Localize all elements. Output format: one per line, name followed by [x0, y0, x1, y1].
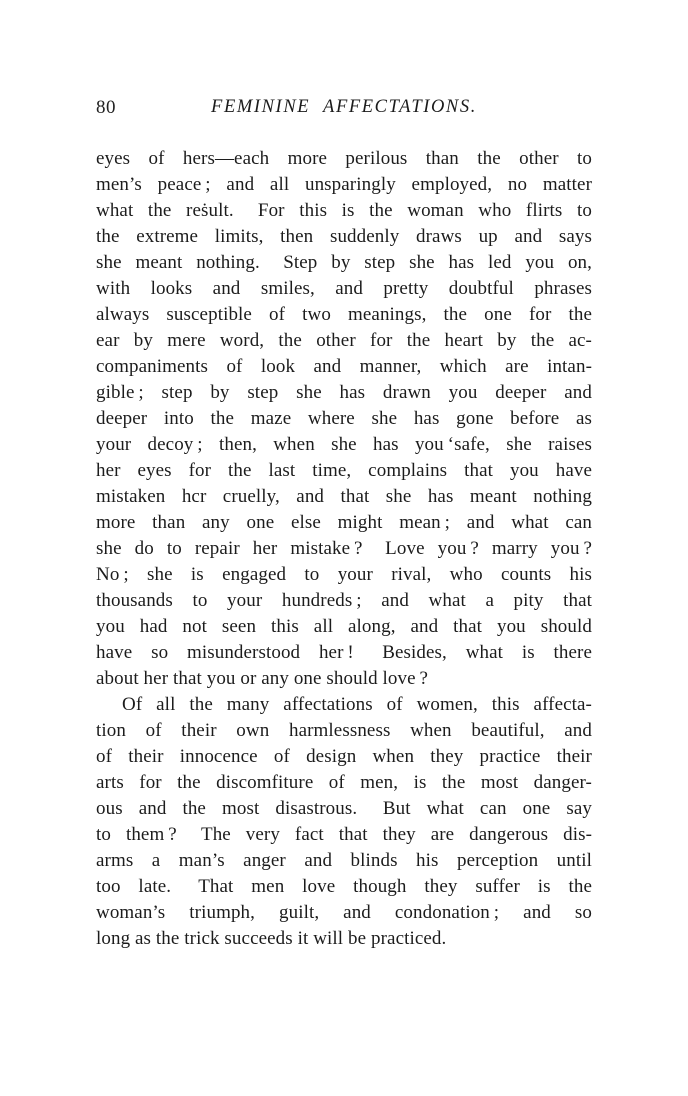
- text-line: the extreme limits, then suddenly draws up and says: [96, 226, 592, 247]
- text-line: have so misunderstood her ! Besides, what is there: [96, 642, 592, 663]
- text-line: mistaken hcr cruelly, and that she has meant nothing: [96, 486, 592, 507]
- text-line: Of all the many affectations of women, this affecta-: [122, 694, 592, 715]
- text-line: your decoy ; then, when she has you ‘safe, she raises: [96, 434, 592, 455]
- text-line: tion of their own harmlessness when beautiful, and: [96, 720, 592, 741]
- text-line: always susceptible of two meanings, the one for the: [96, 304, 592, 325]
- text-line: eyes of hers—each more perilous than the other to: [96, 148, 592, 169]
- text-line: men’s peace ; and all unsparingly employed, no matter: [96, 174, 592, 195]
- text-line: with looks and smiles, and pretty doubtful phrases: [96, 278, 592, 299]
- paragraph: [96, 146, 592, 692]
- page-number: 80: [96, 97, 116, 118]
- text-line: too late. That men love though they suffer is the: [96, 876, 592, 897]
- text-line: arts for the discomfiture of men, is the most danger-: [96, 772, 592, 793]
- text-line: companiments of look and manner, which are intan-: [96, 356, 592, 377]
- text-line: more than any one else might mean ; and what can: [96, 512, 592, 533]
- text-line: of their innocence of design when they practice their: [96, 746, 592, 767]
- text-line: ear by mere word, the other for the heart by the ac-: [96, 330, 592, 351]
- running-head: [96, 97, 592, 119]
- text-line: deeper into the maze where she has gone before as: [96, 408, 592, 429]
- text-line: she do to repair her mistake ? Love you ? marry you ?: [96, 538, 592, 559]
- text-line: she meant nothing. Step by step she has led you on,: [96, 252, 592, 273]
- text-line: thousands to your hundreds ; and what a pity that: [96, 590, 592, 611]
- text-line: ous and the most disastrous. But what can one say: [96, 798, 592, 819]
- text-line: woman’s triumph, guilt, and condonation ; and so: [96, 902, 592, 923]
- text-line: to them ? The very fact that they are dangerous dis-: [96, 824, 592, 845]
- text-line: long as the trick succeeds it will be practiced.: [96, 928, 447, 949]
- text-line: you had not seen this all along, and that you should: [96, 616, 592, 637]
- text-line: No ; she is engaged to your rival, who counts his: [96, 564, 592, 585]
- paragraph: [96, 692, 592, 952]
- text-line: about her that you or any one should love ?: [96, 668, 429, 689]
- page-body: [96, 146, 592, 952]
- text-line: arms a man’s anger and blinds his perception until: [96, 850, 592, 871]
- text-line: what the reṡult. For this is the woman who flirts to: [96, 200, 592, 221]
- running-header-title: FEMININE AFFECTATIONS.: [211, 97, 477, 117]
- text-line: her eyes for the last time, complains that you have: [96, 460, 592, 481]
- text-line: gible ; step by step she has drawn you deeper and: [96, 382, 592, 403]
